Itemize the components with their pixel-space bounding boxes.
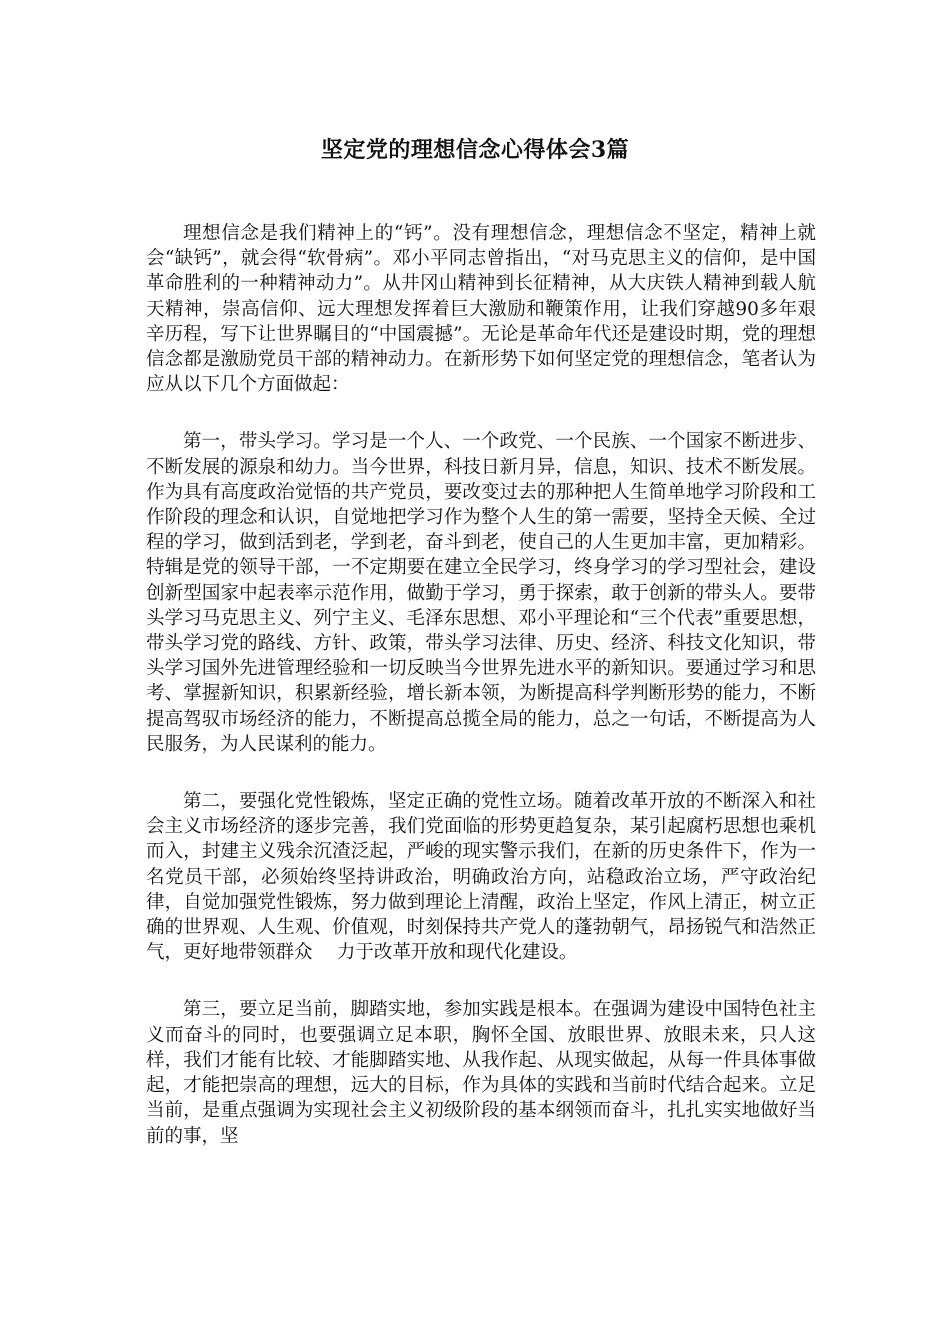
paragraph-second-point: 第二，要强化党性锻炼，坚定正确的党性立场。随着改革开放的不断深入和社会主义市场经济的逐步完善，我们党面临的形势更趋复杂，某引起腐朽思想也乘机而入，封建主义残余沉渣泛起，严峻的现实警示我们，在新的历史条件下，作为一名党员干部，必须始终坚持讲政治，明确政治方向，站稳政治立场，严守政治纪律，自觉加强党性锻炼，努力做到理论上清醒，政治上坚定，作风上清正，树立正确的世界观、人生观、价值观，时刻保持共产党人的蓬勃朝气，昂扬锐气和浩然正气，更好地带领群众 力于改革开放和现代化建设。	[146, 791, 816, 964]
paragraph-intro: 理想信念是我们精神上的“钙”。没有理想信念，理想信念不坚定，精神上就会“缺钙”，就会得“软骨病”。邓小平同志曾指出，“对马克思主义的信仰，是中国革命胜利的一种精神动力”。从井冈山精神到长征精神，从大庆铁人精神到载人航天精神，崇高信仰、远大理想发挥着巨大激励和鞭策作用，让我们穿越90多年艰辛历程，写下让世界瞩目的“中国震撼”。无论是革命年代还是建设时期，党的理想信念都是激励党员干部的精神动力。在新形势下如何坚定党的理想信念，笔者认为应从以下几个方面做起：	[146, 223, 816, 396]
document-body	[146, 221, 816, 1181]
paragraph-third-point: 第三，要立足当前，脚踏实地，参加实践是根本。在强调为建设中国特色社主义而奋斗的同时，也要强调立足本职，胸怀全国、放眼世界、放眼未来，只人这样，我们才能有比较、才能脚踏实地、从我作起、从现实做起，从每一件具体事做起，才能把崇高的理想，远大的目标，作为具体的实践和当前时代结合起来。立足当前，是重点强调为实现社会主义初级阶段的基本纲领而奋斗，扎扎实实地做好当前的事，坚	[146, 999, 816, 1147]
document-title: 坚定党的理想信念心得体会3篇	[320, 137, 630, 163]
paragraph-first-point: 第一，带头学习。学习是一个人、一个政党、一个民族、一个国家不断进步、不断发展的源泉和幼力。当今世界，科技日新月异，信息，知识、技术不断发展。作为具有高度政治觉悟的共产党员，要改变过去的那种把人生简单地学习阶段和工作阶段的理念和认识，自觉地把学习作为整个人生的第一需要，坚持全天候、全过程的学习，做到活到老，学到老，奋斗到老，使自己的人生更加丰富，更加精彩。特辑是党的领导干部，一不定期要在建立全民学习，终身学习的学习型社会，建设创新型国家中起表率示范作用，做勤于学习，勇于探索，敢于创新的带头人。要带头学习马克思主义、列宁主义、毛泽东思想、邓小平理论和“三个代表”重要思想，带头学习党的路线、方针、政策，带头学习法律、历史、经济、科技文化知识，带头学习国外先进管理经验和一切反映当今世界先进水平的新知识。要通过学习和思考、掌握新知识，积累新经验，增长新本领，为断提高科学判断形势的能力，不断提高驾驭市场经济的能力，不断提高总揽全局的能力，总之一句话，不断提高为人民服务，为人民谋利的能力。	[146, 431, 816, 755]
